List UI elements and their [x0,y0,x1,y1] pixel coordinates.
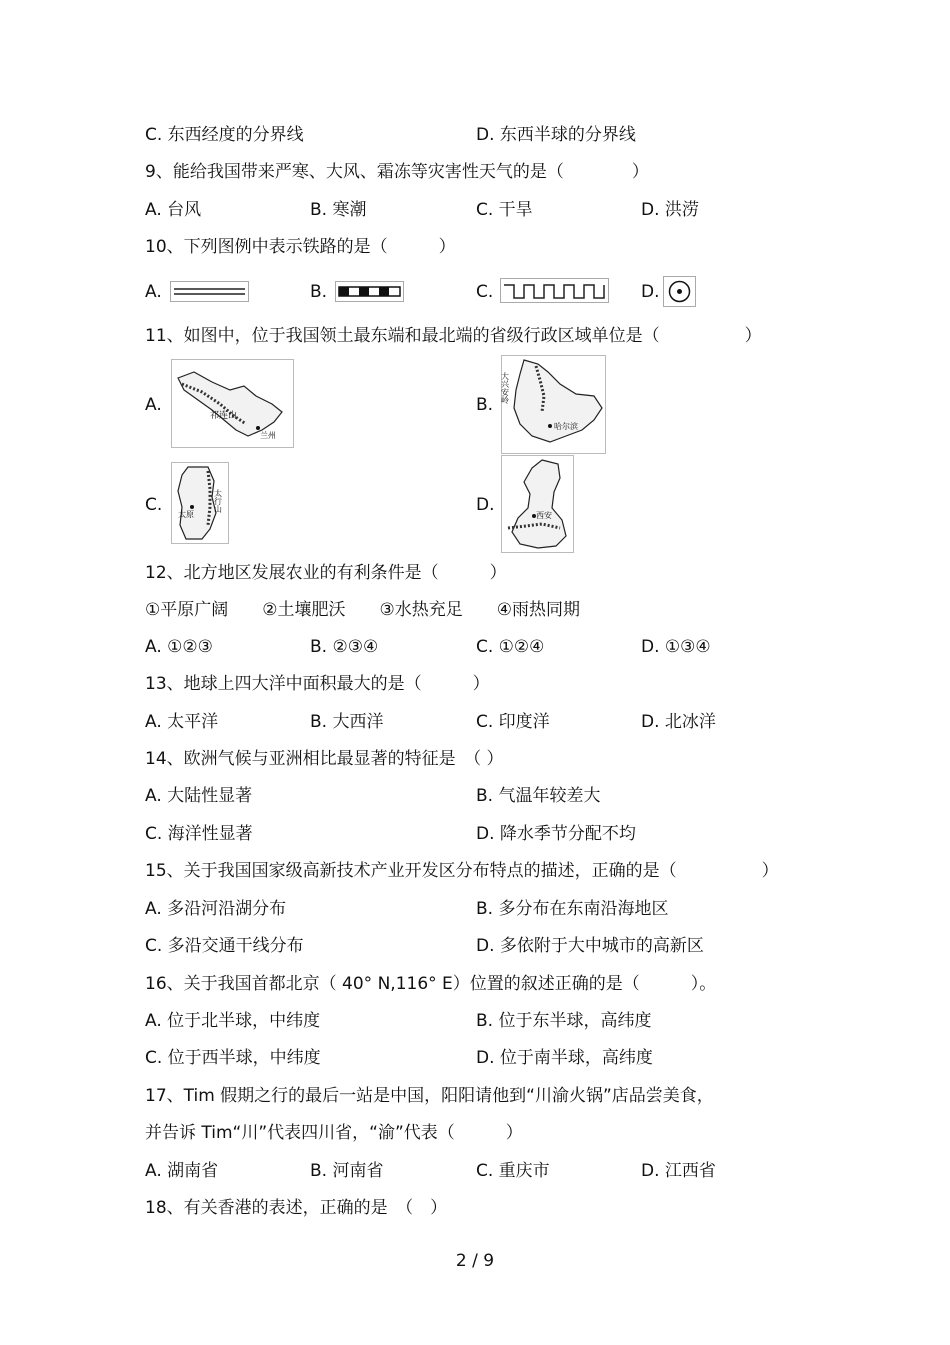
q17-stem-line2: 并告诉 Tim“川”代表四川省，“渝”代表（ ） [145,1123,523,1143]
map-b-label-city: 哈尔滨 [554,422,578,431]
q13-option-d: D. 北冰洋 [641,712,716,732]
q16-option-b: B. 位于东半球，高纬度 [476,1011,652,1031]
q12-items: ①平原广阔 ②土壤肥沃 ③水热充足 ④雨热同期 [145,600,580,620]
q12-option-a: A. ①②③ [145,637,213,657]
map-c-label-city: 太原 [178,510,194,519]
q13-option-c: C. 印度洋 [476,712,550,732]
double-line-legend-icon [170,281,250,303]
q10-option-d: D. [641,282,660,302]
wall-legend-icon [500,278,610,304]
q15-option-a: A. 多沿河沿湖分布 [145,899,287,919]
map-d-label-city: 西安 [536,511,552,520]
page-number: 2 / 9 [455,1251,495,1271]
q12-option-d: D. ①③④ [641,637,711,657]
q9-stem: 9、能给我国带来严寒、大风、霜冻等灾害性天气的是（ ） [145,162,649,182]
q12-option-c: C. ①②④ [476,637,545,657]
q17-option-b: B. 河南省 [310,1161,384,1181]
q13-stem: 13、地球上四大洋中面积最大的是（ ） [145,674,490,694]
railway-legend-icon [335,281,405,303]
q11-option-c: C. [145,495,163,515]
map-heilongjiang-figure [501,355,606,454]
q16-stem: 16、关于我国首都北京（ 40° N,116° E）位置的叙述正确的是（ ）。 [145,974,717,994]
q17-stem-line1: 17、Tim 假期之行的最后一站是中国，阳阳请他到“川渝火锅”店品尝美食， [145,1086,714,1106]
q9-option-d: D. 洪涝 [641,200,699,220]
q8-option-d: D. 东西半球的分界线 [476,125,636,145]
capital-legend-icon [663,276,697,308]
q11-option-b: B. [476,395,494,415]
q11-stem: 11、如图中，位于我国领土最东端和最北端的省级行政区域单位是（ ） [145,326,762,346]
map-c-label-mountain: 太行山 [213,489,223,513]
map-b-label-mountain: 大兴安岭 [500,372,510,404]
map-shanxi-figure [171,462,229,544]
q17-option-a: A. 湖南省 [145,1161,219,1181]
q11-option-d: D. [476,495,495,515]
q16-option-c: C. 位于西半球，中纬度 [145,1048,321,1068]
map-shaanxi-figure [501,455,574,553]
q13-option-b: B. 大西洋 [310,712,384,732]
q15-stem: 15、关于我国国家级高新技术产业开发区分布特点的描述，正确的是（ ） [145,861,779,881]
q14-stem: 14、欧洲气候与亚洲相比最显著的特征是 （ ） [145,749,504,769]
q10-stem: 10、下列图例中表示铁路的是（ ） [145,237,456,257]
q15-option-b: B. 多分布在东南沿海地区 [476,899,669,919]
q9-option-c: C. 干旱 [476,200,533,220]
q14-option-b: B. 气温年较差大 [476,786,601,806]
q9-option-b: B. 寒潮 [310,200,367,220]
q16-option-a: A. 位于北半球，中纬度 [145,1011,321,1031]
q9-option-a: A. 台风 [145,200,202,220]
q17-option-c: C. 重庆市 [476,1161,550,1181]
q15-option-c: C. 多沿交通干线分布 [145,936,304,956]
q15-option-d: D. 多依附于大中城市的高新区 [476,936,704,956]
q12-stem: 12、北方地区发展农业的有利条件是（ ） [145,563,507,583]
q10-option-a: A. [145,282,162,302]
q14-option-a: A. 大陆性显著 [145,786,253,806]
q10-option-c: C. [476,282,494,302]
q14-option-c: C. 海洋性显著 [145,824,253,844]
q11-option-a: A. [145,395,162,415]
q16-option-d: D. 位于南半球，高纬度 [476,1048,653,1068]
q13-option-a: A. 太平洋 [145,712,219,732]
q14-option-d: D. 降水季节分配不均 [476,824,636,844]
q8-option-c: C. 东西经度的分界线 [145,125,304,145]
map-gansu-figure [171,359,294,448]
map-a-label-mountain: 祁连山 [210,411,238,421]
q10-option-b: B. [310,282,328,302]
q18-stem: 18、有关香港的表述，正确的是 （ ） [145,1198,448,1218]
map-a-label-city: 兰州 [260,431,276,440]
q12-option-b: B. ②③④ [310,637,379,657]
q17-option-d: D. 江西省 [641,1161,716,1181]
